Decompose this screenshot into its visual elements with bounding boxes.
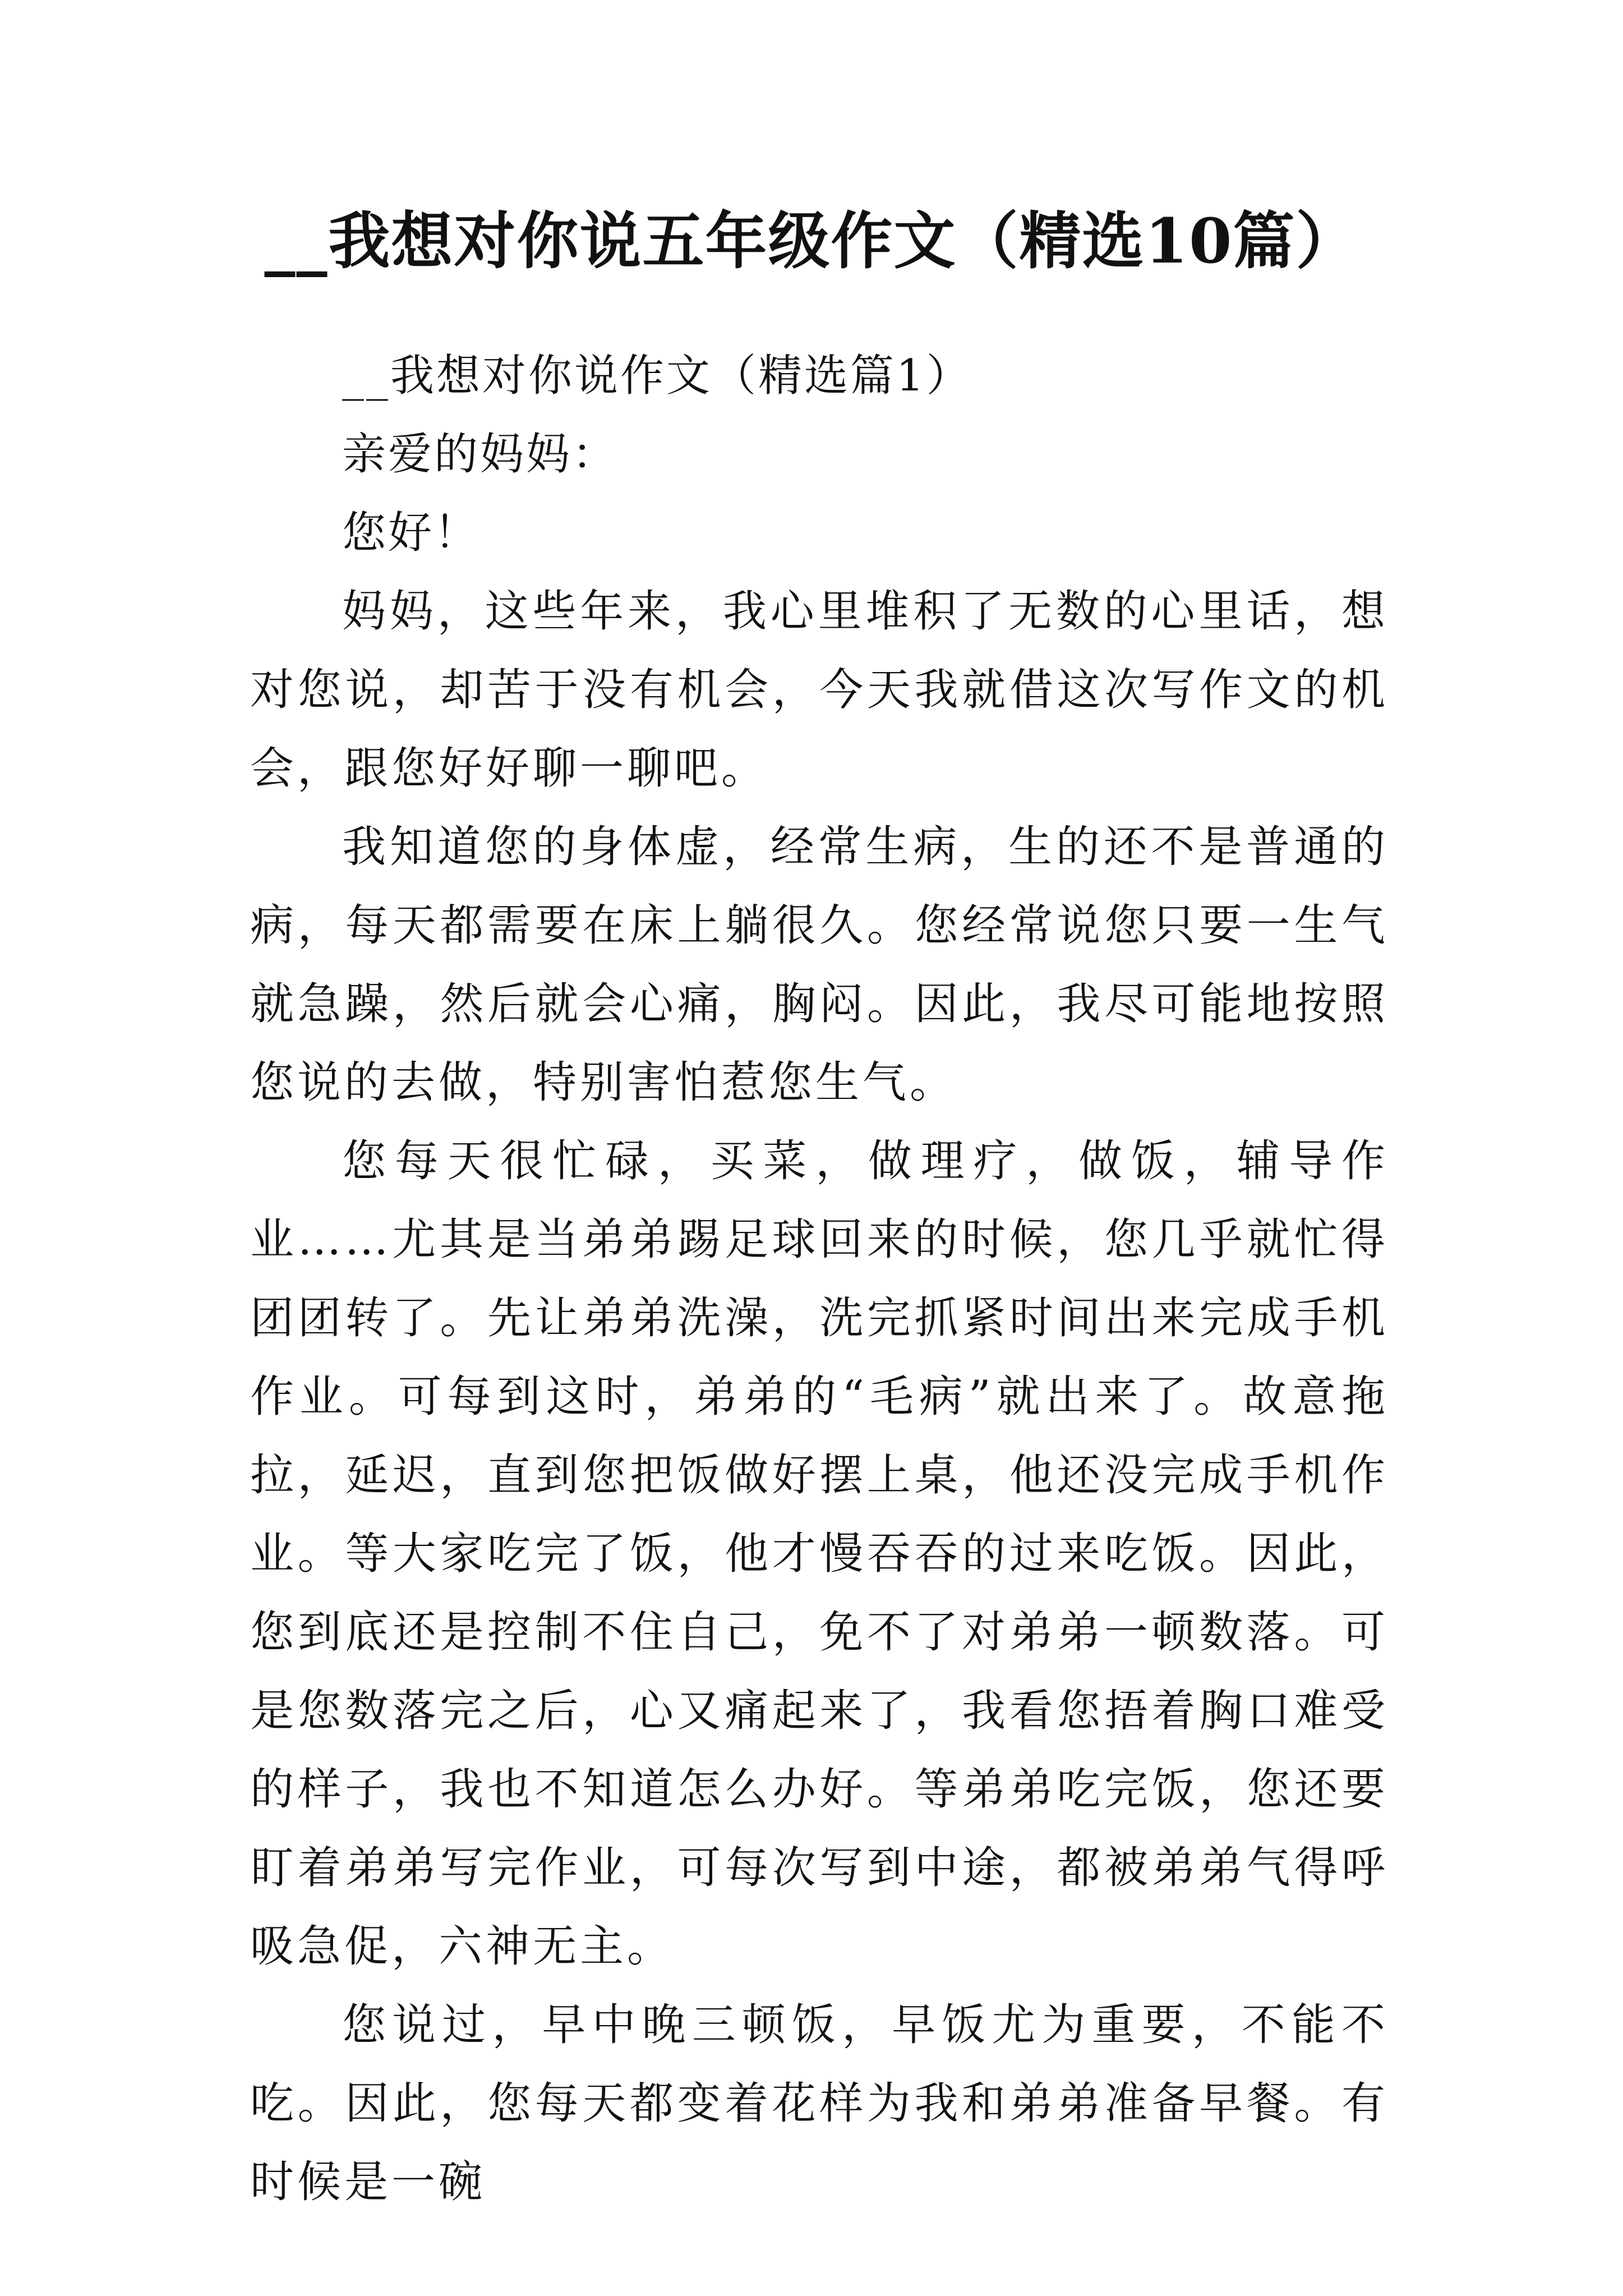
greeting: 您好！ [342,508,481,558]
section-heading: __我想对你说作文（精选篇1） [342,351,972,401]
body-paragraph: 我知道您的身体虚，经常生病，生的还不是普通的病，每天都需要在床上躺很久。您经常说您只要一生气就急躁，然后就会心痛，胸闷。因此，我尽可能地按照您说的去做，特别害怕惹您生气。 [250,822,1389,1108]
body-paragraph: 妈妈，这些年来，我心里堆积了无数的心里话，想对您说，却苦于没有机会，今天我就借这次写作文的机会，跟您好好聊一聊吧。 [250,586,1389,794]
body-paragraph: 您说过，早中晚三顿饭，早饭尤为重要，不能不吃。因此，您每天都变着花样为我和弟弟准备早餐。有时候是一碗 [250,2000,1389,2207]
document-body [250,337,1389,2221]
salutation: 亲爱的妈妈： [342,429,619,480]
document-title: __我想对你说五年级作文（精选10篇） [264,205,1359,277]
body-paragraph: 您每天很忙碌，买菜，做理疗，做饭，辅导作业……尤其是当弟弟踢足球回来的时候，您几乎就忙得团团转了。先让弟弟洗澡，洗完抓紧时间出来完成手机作业。可每到这时，弟弟的“毛病”就出来了。故意拖拉，延迟，直到您把饭做好摆上桌，他还没完成手机作业。等大家吃完了饭，他才慢吞吞的过来吃饭。因此，您到底还是控制不住自己，免不了对弟弟一顿数落。可是您数落完之后，心又痛起来了，我看您捂着胸口难受的样子，我也不知道怎么办好。等弟弟吃完饭，您还要盯着弟弟写完作业，可每次写到中途，都被弟弟气得呼吸急促，六神无主。 [250,1136,1389,1972]
